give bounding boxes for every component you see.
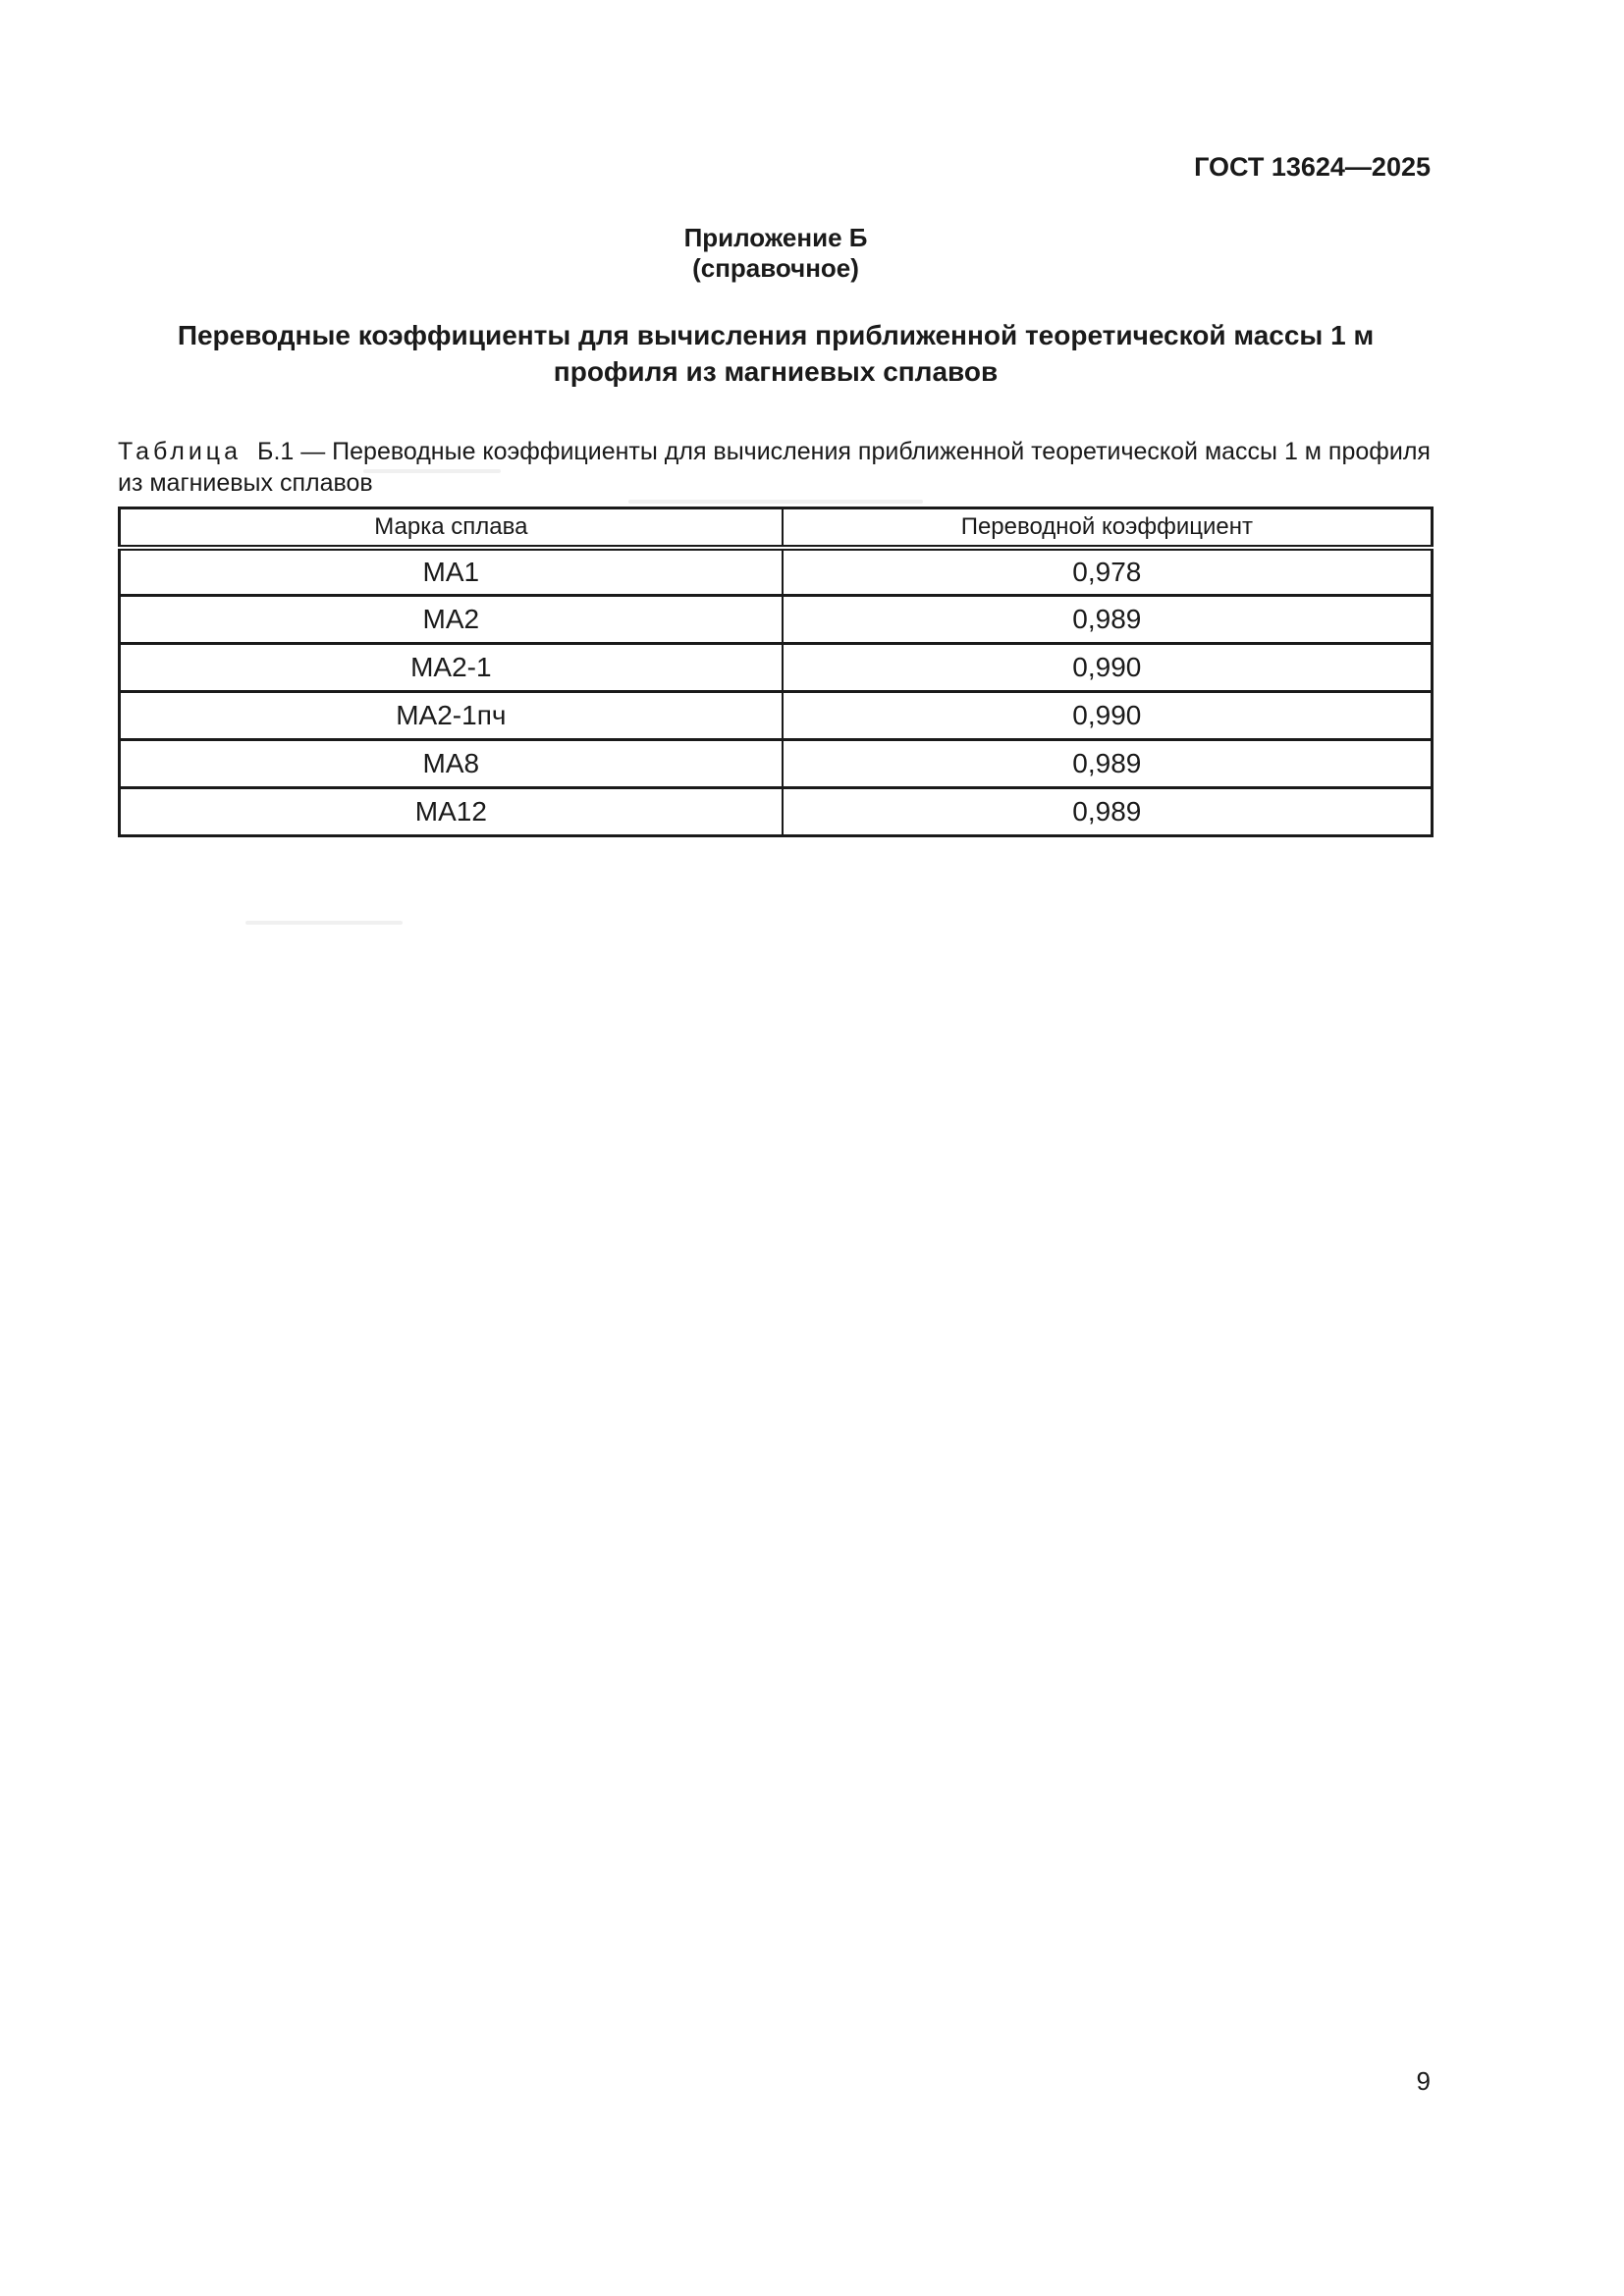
document-title-line1: Переводные коэффициенты для вычисления приближенной теоретической массы 1 м — [177, 320, 1375, 350]
table-caption-text: Б.1 — Переводные коэффициенты для вычисления приближенной теоретической массы 1 м профиля — [257, 438, 1431, 465]
column-header-coefficient: Переводной коэффициент — [783, 508, 1433, 548]
table-caption — [118, 436, 1434, 499]
appendix-heading — [118, 223, 1434, 284]
table-row — [120, 596, 1433, 644]
alloy-grade-cell: МА12 — [120, 788, 783, 836]
coefficient-cell: 0,989 — [783, 740, 1433, 788]
document-title-line2: профиля из магниевых сплавов — [553, 356, 999, 387]
table-caption-line2: из магниевых сплавов — [118, 469, 373, 497]
alloy-grade-cell: МА1 — [422, 556, 480, 587]
coefficient-cell: 0,989 — [783, 788, 1433, 836]
table-row — [120, 692, 1433, 740]
document-title — [118, 317, 1434, 390]
alloy-grade-cell: МА8 — [120, 740, 783, 788]
coefficients-table — [118, 507, 1434, 837]
alloy-grade-cell: МА2 — [120, 596, 783, 644]
table-row — [120, 788, 1433, 836]
appendix-name: Приложение Б — [683, 223, 868, 252]
page-number: 9 — [1416, 2066, 1431, 2096]
scan-artifact — [363, 469, 501, 473]
coefficient-cell: 0,990 — [783, 644, 1433, 692]
table-header-row — [120, 508, 1433, 548]
scan-artifact — [245, 921, 403, 925]
table-caption-label: Таблица — [118, 438, 243, 465]
scan-artifact — [628, 500, 923, 504]
alloy-grade-cell: МА2-1 — [120, 644, 783, 692]
table-row — [120, 740, 1433, 788]
table-row — [120, 644, 1433, 692]
coefficient-cell: 0,978 — [783, 548, 1433, 596]
alloy-grade-cell: МА2-1пч — [120, 692, 783, 740]
coefficient-cell: 0,989 — [783, 596, 1433, 644]
appendix-type: (справочное) — [692, 253, 859, 283]
table-caption-line1 — [118, 436, 1434, 467]
table-row — [120, 548, 1433, 596]
doc-number: ГОСТ 13624—2025 — [1194, 152, 1431, 182]
coefficient-cell: 0,990 — [783, 692, 1433, 740]
column-header-alloy-grade: Марка сплава — [120, 508, 783, 548]
